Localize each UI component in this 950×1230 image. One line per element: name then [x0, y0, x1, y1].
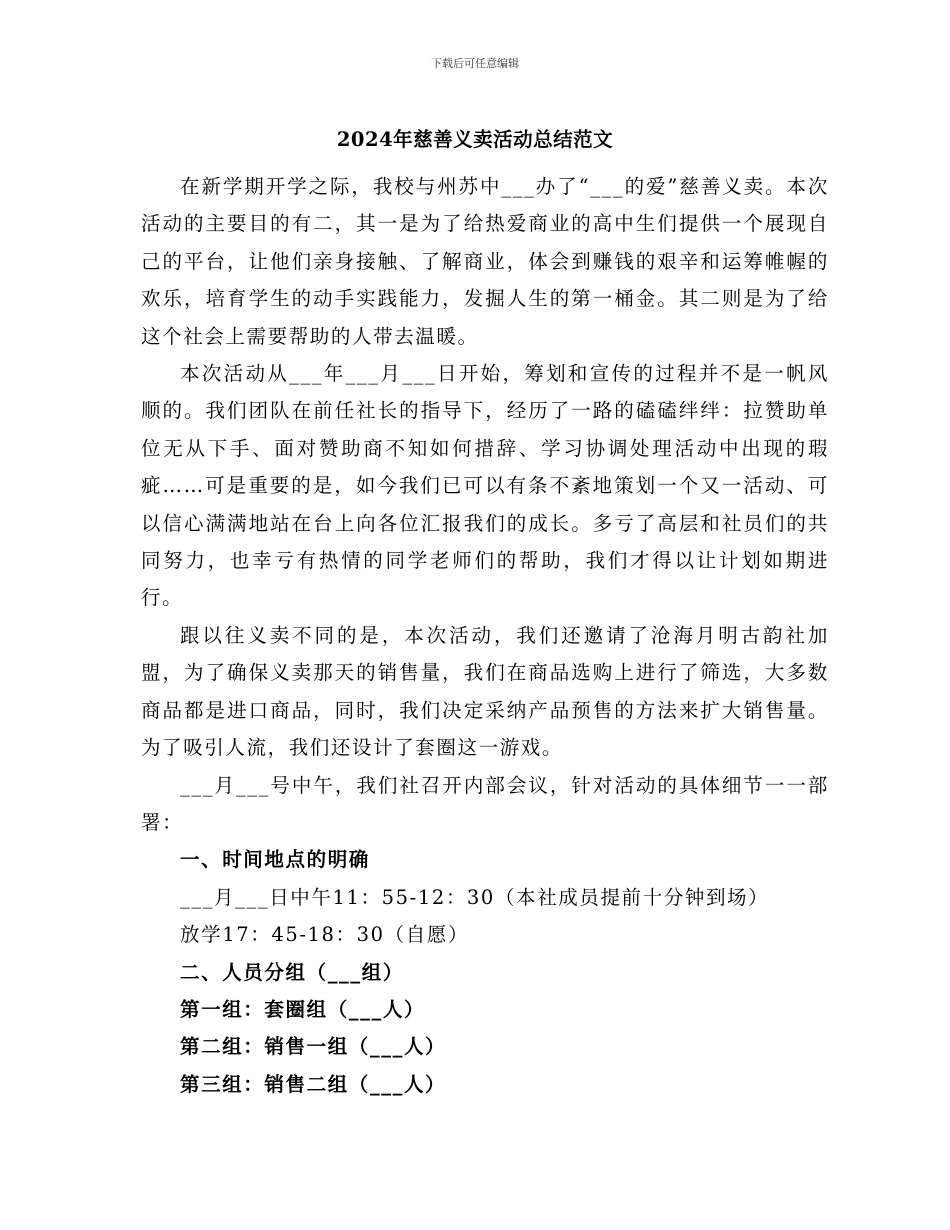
- document-body: [141, 168, 829, 1103]
- section-heading-time-place: 一、时间地点的明确: [180, 848, 370, 872]
- schedule-line-after-school: 放学17：45-18：30（自愿）: [180, 923, 470, 947]
- schedule-line-noon: ___月___日中午11：55-12：30（本社成员提前十分钟到场）: [180, 885, 770, 909]
- group-item-ring-toss: 第一组：套圈组（___人）: [180, 997, 426, 1021]
- paragraph-intro: 在新学期开学之际，我校与州苏中___办了“___的爱”慈善义卖。本次活动的主要目的有二，其一是为了给热爱商业的高中生们提供一个展现自己的平台，让他们亲身接触、了解商业，体会到赚钱的艰辛和运筹帷幄的欢乐，培育学生的动手实践能力，发掘人生的第一桶金。其二则是为了给这个社会上需要帮助的人带去温暖。: [141, 175, 829, 348]
- group-item-sales-one: 第二组：销售一组（___人）: [180, 1035, 447, 1059]
- paragraph-meeting: ___月___号中午，我们社召开内部会议，针对活动的具体细节一一部署：: [141, 773, 829, 834]
- document-title: 2024年慈善义卖活动总结范文: [336, 128, 614, 151]
- section-heading-groups: 二、人员分组（___组）: [180, 960, 404, 984]
- paragraph-planning: 本次活动从___年___月___日开始，筹划和宣传的过程并不是一帆风顺的。我们团队在前任社长的指导下，经历了一路的磕磕绊绊：拉赞助单位无从下手、面对赞助商不知如何措辞、学习协调处理活动中出现的瑕疵……可是重要的是，如今我们已可以有条不紊地策划一个又一活动、可以信心满满地站在台上向各位汇报我们的成长。多亏了高层和社员们的共同努力，也幸亏有热情的同学老师们的帮助，我们才得以让计划如期进行。: [141, 362, 829, 610]
- group-item-sales-two: 第三组：销售二组（___人）: [180, 1072, 447, 1096]
- paragraph-differences: 跟以往义卖不同的是，本次活动，我们还邀请了沧海月明古韵社加盟，为了确保义卖那天的销售量，我们在商品选购上进行了筛选，大多数商品都是进口商品，同时，我们决定采纳产品预售的方法来扩大销售量。为了吸引人流，我们还设计了套圈这一游戏。: [141, 623, 829, 760]
- header-note: 下载后可任意编辑: [431, 57, 519, 70]
